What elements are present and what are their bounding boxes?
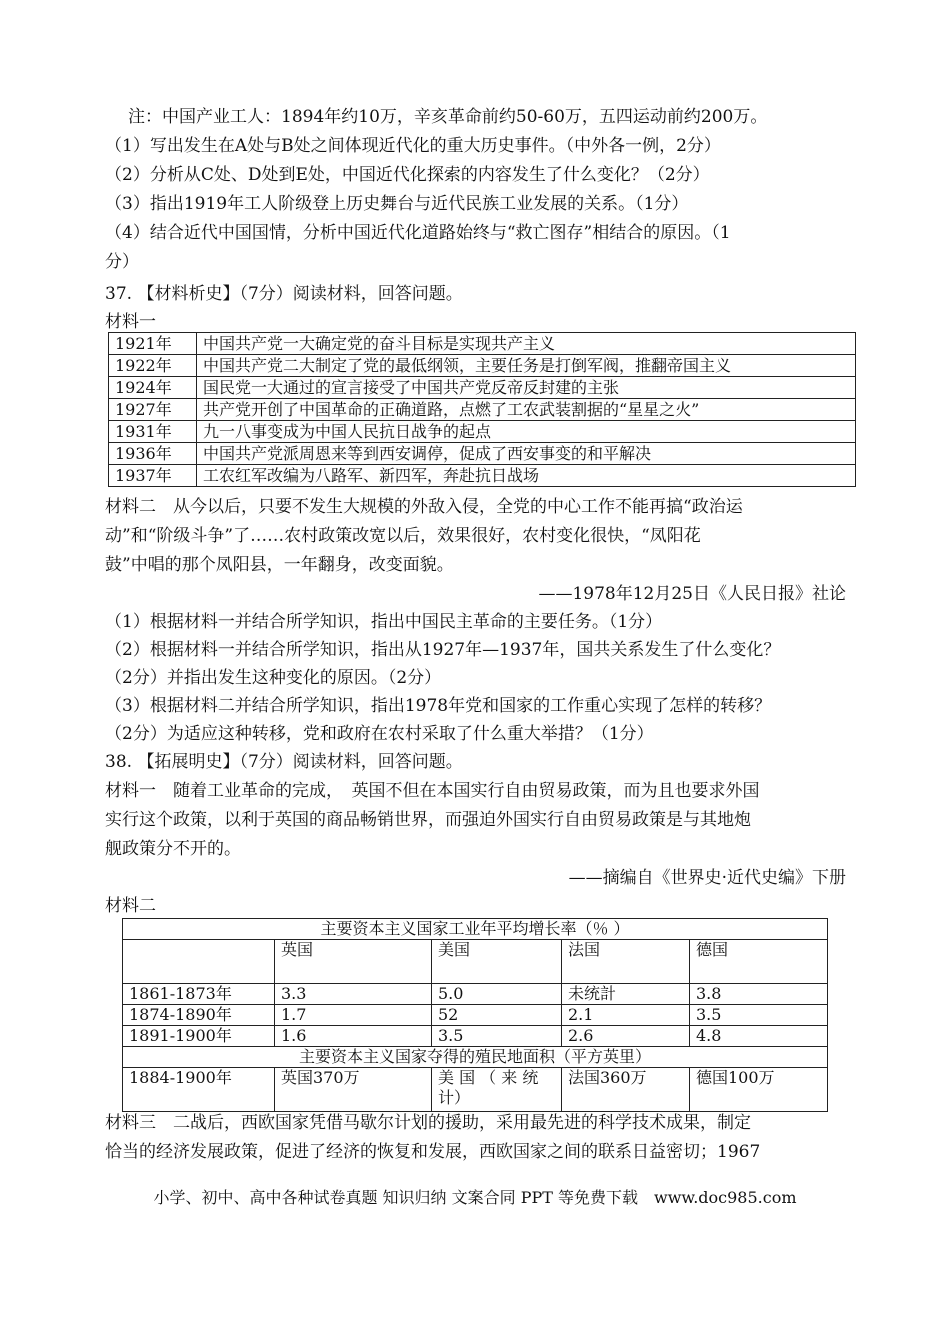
q38-statistics-table [122, 918, 828, 1112]
table-cell: 1861-1873年 [123, 984, 275, 1005]
table-cell: 1884-1900年 [123, 1068, 275, 1112]
table-cell: 3.5 [432, 1026, 562, 1047]
timeline-event: 国民党一大通过的宣言接受了中国共产党反帝反封建的主张 [197, 377, 856, 399]
timeline-row [109, 465, 856, 487]
colony-area-title: 主要资本主义国家夺得的殖民地面积（平方英里） [123, 1047, 828, 1068]
table-row [123, 1026, 828, 1047]
q38-material-2-label: 材料二 [105, 896, 156, 916]
timeline-event: 共产党开创了中国革命的正确道路，点燃了工农武装割据的“星星之火” [197, 399, 856, 421]
timeline-year: 1937年 [109, 465, 197, 487]
question-3: （3）指出1919年工人阶级登上历史舞台与近代民族工业发展的关系。（1分） [105, 194, 689, 214]
table-cell: 2.1 [562, 1005, 690, 1026]
q38-material-1-line-2: 实行这个政策，以利于英国的商品畅销世界，而强迫外国实行自由贸易政策是与其地炮 [105, 810, 751, 830]
q37-question-2: （2）根据材料一并结合所学知识，指出从1927年—1937年，国共关系发生了什么变化？ [105, 640, 781, 660]
timeline-row [109, 443, 856, 465]
q37-question-1: （1）根据材料一并结合所学知识，指出中国民主革命的主要任务。（1分） [105, 612, 663, 632]
note-text: 注：中国产业工人：1894年约10万，辛亥革命前约50-60万，五四运动前约200万。 [128, 107, 768, 127]
table-cell: 1891-1900年 [123, 1026, 275, 1047]
header-france: 法国 [562, 940, 690, 984]
timeline-event: 中国共产党二大制定了党的最低纲领，主要任务是打倒军阀，推翻帝国主义 [197, 355, 856, 377]
table-cell: 4.8 [690, 1026, 828, 1047]
table-row [123, 1005, 828, 1026]
question-4: （4）结合近代中国国情，分析中国近代化道路始终与“救亡图存”相结合的原因。（1 [105, 223, 731, 243]
q37-question-2-cont: （2分）并指出发生这种变化的原因。（2分） [105, 668, 442, 688]
q37-material-2-source: ——1978年12月25日《人民日报》社论 [538, 584, 846, 604]
table-cell: 法国360万 [562, 1068, 690, 1112]
q38-material-3-line-2: 恰当的经济发展政策，促进了经济的恢复和发展，西欧国家之间的联系日益密切；1967 [105, 1142, 761, 1162]
footer-text: 小学、初中、高中各种试卷真题 知识归纳 文案合同 PPT 等免费下载 www.doc985.com [153, 1188, 797, 1207]
timeline-year: 1927年 [109, 399, 197, 421]
timeline-row [109, 377, 856, 399]
timeline-event: 中国共产党派周恩来等到西安调停，促成了西安事变的和平解决 [197, 443, 856, 465]
q38-material-1-source: ——摘编自《世界史·近代史编》下册 [568, 868, 846, 888]
table-cell: 2.6 [562, 1026, 690, 1047]
question-1: （1）写出发生在A处与B处之间体现近代化的重大历史事件。（中外各一例，2分） [105, 136, 721, 156]
table-row [123, 1068, 828, 1112]
header-blank [123, 940, 275, 984]
q37-question-3: （3）根据材料二并结合所学知识，指出1978年党和国家的工作重心实现了怎样的转移？ [105, 696, 772, 716]
header-germany: 德国 [690, 940, 828, 984]
table-cell: 3.8 [690, 984, 828, 1005]
q37-heading: 37. 【材料析史】（7分）阅读材料，回答问题。 [105, 284, 463, 304]
timeline-event: 工农红军改编为八路军、新四军，奔赴抗日战场 [197, 465, 856, 487]
table-row [123, 984, 828, 1005]
q38-material-1-line-3: 舰政策分不开的。 [105, 839, 241, 859]
table-cell: 1.6 [275, 1026, 432, 1047]
table-cell: 未统計 [562, 984, 690, 1005]
timeline-row [109, 399, 856, 421]
table-cell: 1874-1890年 [123, 1005, 275, 1026]
timeline-row [109, 333, 856, 355]
question-2: （2）分析从C处、D处到E处，中国近代化探索的内容发生了什么变化？（2分） [105, 165, 710, 185]
table-cell: 德国100万 [690, 1068, 828, 1112]
table-cell: 英国370万 [275, 1068, 432, 1112]
timeline-year: 1931年 [109, 421, 197, 443]
timeline-year: 1922年 [109, 355, 197, 377]
table-cell: 1.7 [275, 1005, 432, 1026]
table-cell: 3.5 [690, 1005, 828, 1026]
q38-material-3-line-1: 材料三 二战后，西欧国家凭借马歇尔计划的援助，采用最先进的科学技术成果，制定 [105, 1113, 751, 1133]
timeline-row [109, 355, 856, 377]
header-usa: 美国 [432, 940, 562, 984]
q37-material-2-line-2: 动”和“阶级斗争”了……农村政策改宽以后，效果很好，农村变化很快，“凤阳花 [105, 526, 701, 546]
q37-material-1-label: 材料一 [105, 312, 156, 332]
table-cell: 5.0 [432, 984, 562, 1005]
timeline-year: 1936年 [109, 443, 197, 465]
table-cell: 52 [432, 1005, 562, 1026]
header-britain: 英国 [275, 940, 432, 984]
q37-question-3-cont: （2分）为适应这种转移，党和政府在农村采取了什么重大举措？（1分） [105, 724, 654, 744]
timeline-year: 1924年 [109, 377, 197, 399]
timeline-event: 中国共产党一大确定党的奋斗目标是实现共产主义 [197, 333, 856, 355]
q38-material-1-line-1: 材料一 随着工业革命的完成， 英国不但在本国实行自由贸易政策，而为且也要求外国 [105, 781, 760, 801]
timeline-year: 1921年 [109, 333, 197, 355]
q37-material-2-line-1: 材料二 从今以后，只要不发生大规模的外敌入侵，全党的中心工作不能再搞“政治运 [105, 497, 743, 517]
growth-rate-title: 主要资本主义国家工业年平均增长率（％ ） [123, 919, 828, 940]
q37-material-2-line-3: 鼓”中唱的那个凤阳县，一年翻身，改变面貌。 [105, 555, 454, 575]
table-cell: 3.3 [275, 984, 432, 1005]
timeline-row [109, 421, 856, 443]
timeline-event: 九一八事变成为中国人民抗日战争的起点 [197, 421, 856, 443]
question-4-cont: 分） [105, 252, 139, 272]
table-cell: 美 国 （ 来 统 计） [432, 1068, 562, 1112]
q37-timeline-table [108, 332, 856, 487]
q38-heading: 38. 【拓展明史】（7分）阅读材料，回答问题。 [105, 752, 463, 772]
